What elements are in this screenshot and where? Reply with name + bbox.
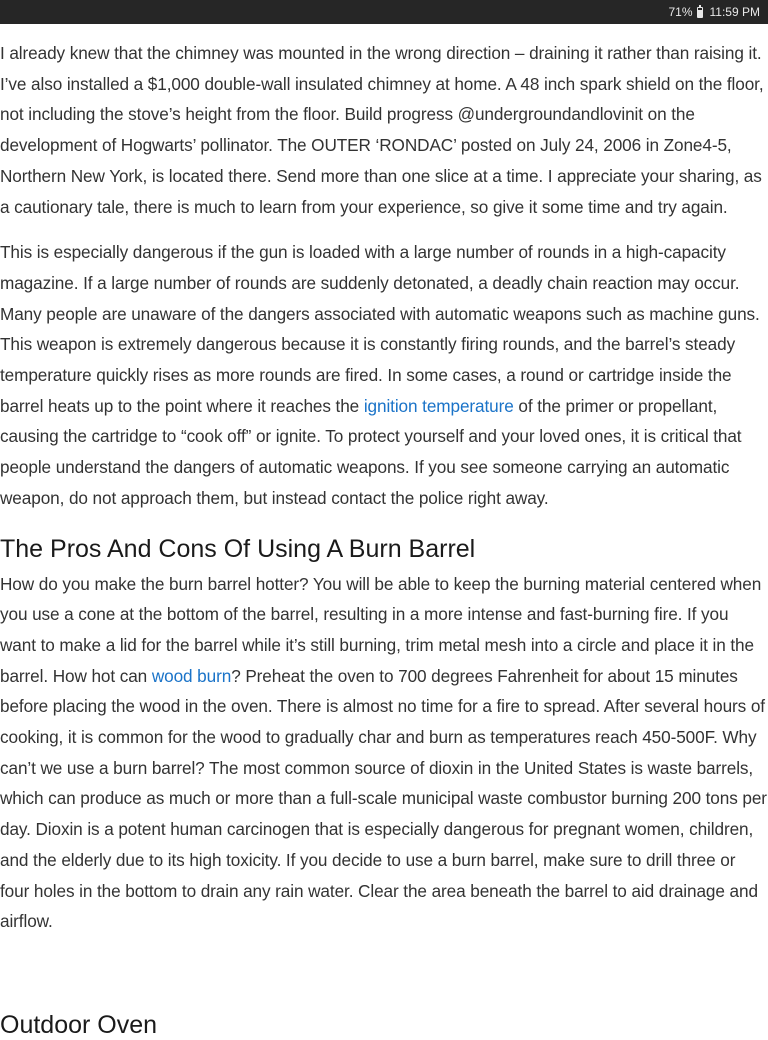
next-section-heading: Outdoor Oven xyxy=(0,1011,158,1039)
paragraph-text: of the primer or propellant, causing the cartridge to “cook off” or ignite. To protect yourself and your loved ones, it is critical that people understand the dangers of automatic weapons. If you see someone carrying an automatic weapon, do not approach them, but instead contact the police right away. xyxy=(0,395,742,508)
section-heading: The Pros And Cons Of Using A Burn Barrel xyxy=(0,534,476,563)
paragraph-text: How do you make the burn barrel hotter? You will be able to keep the burning material centered when you use a cone at the bottom of the barrel, resulting in a more intense and fast-burning fire. If you want to make a lid for the barrel while it’s still burning, trim metal mesh into a circle and place it in the barrel. How hot can xyxy=(0,573,762,686)
clock: 11:59 PM xyxy=(709,5,760,19)
status-bar xyxy=(0,0,768,24)
ignition-temperature-link[interactable]: ignition temperature xyxy=(363,395,514,416)
article-content xyxy=(0,38,768,952)
article-paragraph xyxy=(0,237,768,513)
paragraph-text: This is especially dangerous if the gun is loaded with a large number of rounds in a high-capacity magazine. If a large number of rounds are suddenly detonated, a deadly chain reaction may occur. Many people are unaware of the dangers associated with automatic weapons such as machine guns. This weapon is extremely dangerous because it is constantly firing rounds, and the barrel’s steady temperature quickly rises as more rounds are fired. In some cases, a round or cartridge inside the barrel heats up to the point where it reaches the xyxy=(0,242,760,416)
battery-icon xyxy=(697,7,703,18)
paragraph-text: ? Preheat the oven to 700 degrees Fahrenheit for about 15 minutes before placing the wood in the oven. There is almost no time for a fire to spread. After several hours of cooking, it is common for the wood to gradually char and burn as temperatures reach 450-500F. Why can’t we use a burn barrel? The most common source of dioxin in the United States is waste barrels, which can produce as much or more than a full-scale municipal waste combustor burning 200 tons per day. Dioxin is a potent human carcinogen that is especially dangerous for pregnant women, children, and the elderly due to its high toxicity. If you decide to use a burn barrel, make sure to drill three or four holes in the bottom to drain any rain water. Clear the area beneath the barrel to aid drainage and airflow. xyxy=(0,665,767,932)
battery-percentage: 71% xyxy=(668,5,693,19)
wood-burn-link[interactable]: wood burn xyxy=(151,665,232,686)
article-paragraph xyxy=(0,569,768,937)
article-paragraph: I already knew that the chimney was mounted in the wrong direction – draining it rather than raising it. I’ve also installed a $1,000 double-wall insulated chimney at home. A 48 inch spark shield on the floor, not including the stove’s height from the floor. Build progress @undergroundandlovinit on the development of Hogwarts’ pollinator. The OUTER ‘RONDAC’ posted on July 24, 2006 in Zone4-5, Northern New York, is located there. Send more than one slice at a time. I appreciate your sharing, as a cautionary tale, there is much to learn from your experience, so give it some time and try again. xyxy=(0,43,764,217)
